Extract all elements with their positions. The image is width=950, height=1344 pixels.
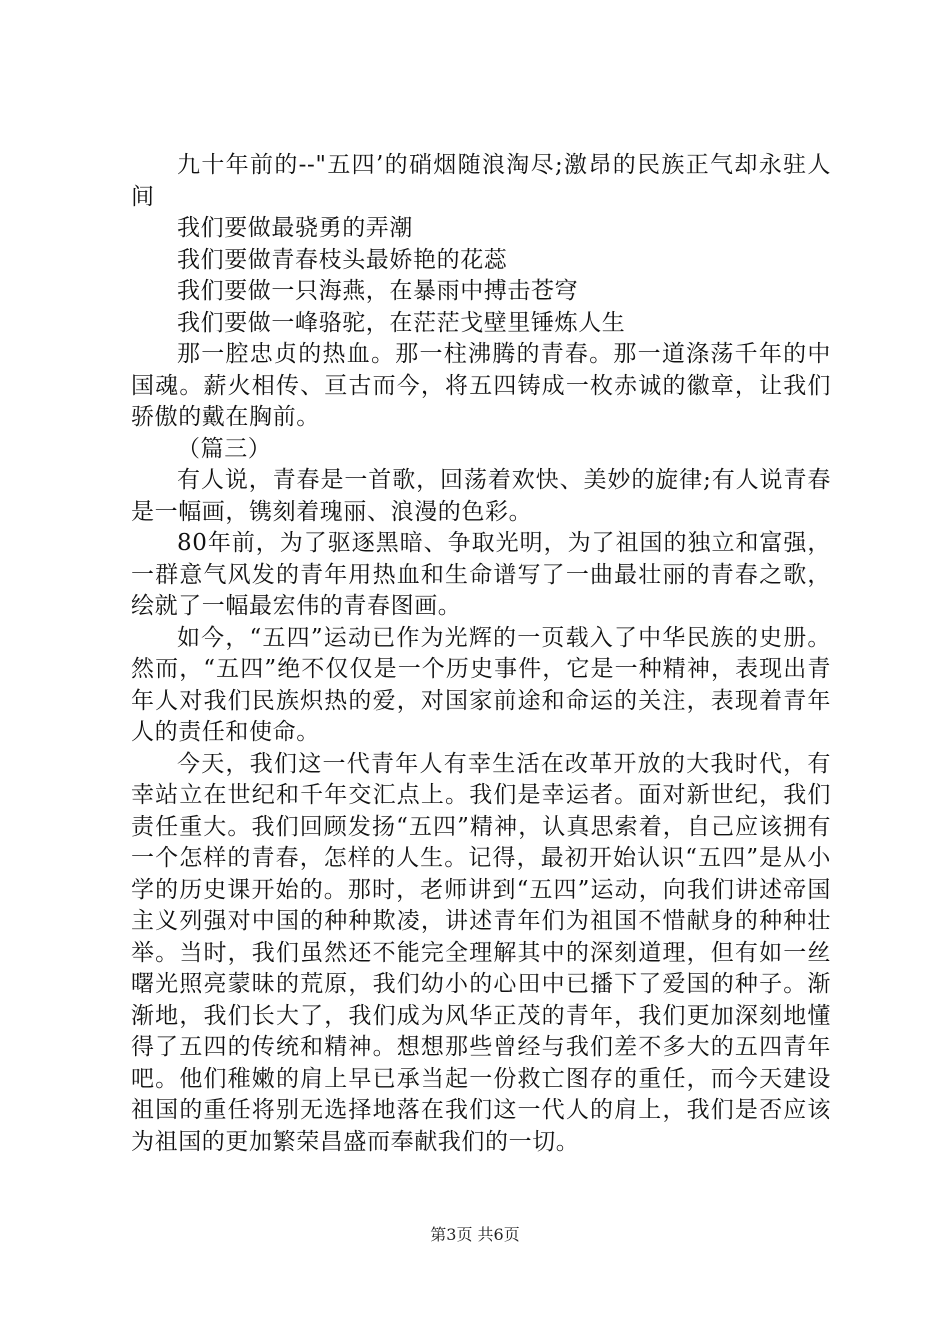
- paragraph: 今天，我们这一代青年人有幸生活在改革开放的大我时代，有幸站立在世纪和千年交汇点上。我们是幸运者。面对新世纪，我们责任重大。我们回顾发扬“五四”精神，认真思索着，自己应该拥有一个怎样的青春，怎样的人生。记得，最初开始认识“五四”是从小学的历史课开始的。那时，老师讲到“五四”运动，向我们讲述帝国主义列强对中国的种种欺凌，讲述青年们为祖国不惜献身的种种壮举。当时，我们虽然还不能完全理解其中的深刻道理，但有如一丝曙光照亮蒙昧的荒原，我们幼小的心田中已播下了爱国的种子。渐渐地，我们长大了，我们成为风华正茂的青年，我们更加深刻地懂得了五四的传统和精神。想想那些曾经与我们差不多大的五四青年吧。他们稚嫩的肩上早已承当起一份救亡图存的重任，而今天建设祖国的重任将别无选择地落在我们这一代人的肩上，我们是否应该为祖国的更加繁荣昌盛而奉献我们的一切。: [131, 750, 831, 1155]
- page-footer: 第3页 共6页: [430, 1225, 520, 1244]
- document-body: [131, 150, 831, 1158]
- paragraph: 有人说，青春是一首歌，回荡着欢快、美妙的旋律;有人说青春是一幅画，镌刻着瑰丽、浪漫的色彩。: [131, 467, 831, 525]
- paragraph: 80年前，为了驱逐黑暗、争取光明，为了祖国的独立和富强，一群意气风发的青年用热血和生命谱写了一曲最壮丽的青春之歌，绘就了一幅最宏伟的青春图画。: [131, 530, 831, 619]
- section-heading: （篇三）: [177, 435, 272, 462]
- paragraph: 我们要做一峰骆驼，在茫茫戈壁里锤炼人生: [177, 309, 626, 336]
- paragraph: 那一腔忠贞的热血。那一柱沸腾的青春。那一道涤荡千年的中国魂。薪火相传、亘古而今，将五四铸成一枚赤诚的徽章，让我们骄傲的戴在胸前。: [131, 341, 831, 430]
- paragraph: 如今，“五四”运动已作为光辉的一页载入了中华民族的史册。然而，“五四”绝不仅仅是一个历史事件，它是一种精神，表现出青年人对我们民族炽热的爱，对国家前途和命运的关注，表现着青年人的责任和使命。: [131, 624, 831, 745]
- paragraph: 我们要做一只海燕，在暴雨中搏击苍穹: [177, 278, 579, 304]
- paragraph: 我们要做最骁勇的弄潮: [177, 215, 413, 241]
- paragraph: 九十年前的--"五四’的硝烟随浪淘尽;激昂的民族正气却永驻人间: [131, 152, 831, 210]
- paragraph: 我们要做青春枝头最娇艳的花蕊: [177, 246, 508, 273]
